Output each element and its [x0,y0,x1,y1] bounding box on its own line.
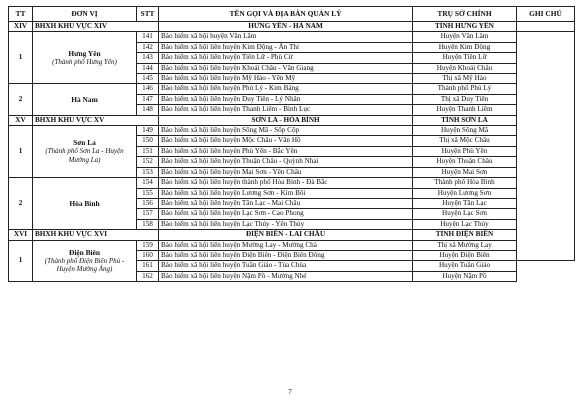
row-tru-so: Huyện Thanh Liêm [413,105,517,115]
row-stt: 144 [137,63,159,73]
row-stt: 147 [137,94,159,104]
row-ten: Bảo hiểm xã hội liên huyện Tiên Lữ - Phù Cừ [159,53,413,63]
row-stt: 146 [137,84,159,94]
row-ten: Bảo hiểm xã hội liên huyện Kim Động - Ân Thi [159,42,413,52]
section-tinh: TỈNH SƠN LA [413,115,517,125]
row-ten: Bảo hiểm xã hội liên huyện Nậm Pồ - Mường Nhé [159,271,413,281]
row-stt: 160 [137,250,159,260]
row-tru-so: Huyện Nậm Pồ [413,271,517,281]
row-stt: 156 [137,198,159,208]
row-ten: Bảo hiểm xã hội liên huyện Lạc Sơn - Cao Phong [159,209,413,219]
page-number: 7 [288,387,292,396]
unit-cell [33,240,137,282]
row-ten: Bảo hiểm xã hội liên huyện Duy Tiên - Lý Nhân [159,94,413,104]
row-stt: 150 [137,136,159,146]
row-ten: Bảo hiểm xã hội liên huyện Sông Mã - Sốp Cộp [159,126,413,136]
unit-name: Sơn La [73,138,96,148]
row-tru-so: Thị xã Mỹ Hào [413,74,517,84]
row-stt: 142 [137,42,159,52]
row-tru-so: Huyện Thuận Châu [413,157,517,167]
row-tru-so: Thị xã Duy Tiên [413,94,517,104]
section-dia-ban: SƠN LA - HÒA BÌNH [159,115,413,125]
section-row [9,22,575,32]
row-ten: Bảo hiểm xã hội huyện Văn Lâm [159,32,413,42]
row-stt: 158 [137,219,159,229]
row-stt: 155 [137,188,159,198]
unit-tt: 1 [9,126,33,178]
table-row [9,126,575,136]
row-ten: Bảo hiểm xã hội liên huyện Mai Sơn - Yên Châu [159,167,413,177]
row-tru-so: Thành phố Hòa Bình [413,178,517,188]
header-ten-goi: TÊN GỌI VÀ ĐỊA BÀN QUẢN LÝ [159,7,413,22]
section-tinh: TỈNH HƯNG YÊN [413,22,517,32]
row-tru-so: Huyện Kim Động [413,42,517,52]
row-ten: Bảo hiểm xã hội liên huyện Mộc Châu - Vân Hồ [159,136,413,146]
row-ten: Bảo hiểm xã hội liên huyện Mỹ Hào - Yên Mỹ [159,74,413,84]
section-tt: XVI [9,230,33,240]
section-dia-ban: HƯNG YÊN - HÀ NAM [159,22,413,32]
row-stt: 151 [137,146,159,156]
row-tru-so: Huyện Văn Lâm [413,32,517,42]
row-ten: Bảo hiểm xã hội liên huyện Thanh Liêm - Bình Lục [159,105,413,115]
section-tinh: TỈNH ĐIỆN BIÊN [413,230,517,240]
unit-tt: 2 [9,84,33,115]
row-tru-so: Huyện Mai Sơn [413,167,517,177]
ghi-chu-cell [517,32,575,261]
section-khu-vuc: BHXH KHU VỰC XVI [33,230,159,240]
row-ten: Bảo hiểm xã hội liên huyện Khoái Châu - Văn Giang [159,63,413,73]
row-stt: 159 [137,240,159,250]
row-stt: 143 [137,53,159,63]
section-khu-vuc: BHXH KHU VỰC XV [33,115,159,125]
section-row [9,230,575,240]
row-tru-so: Thị xã Mường Lay [413,240,517,250]
row-ten: Bảo hiểm xã hội liên huyện Tân Lạc - Mai Châu [159,198,413,208]
row-stt: 149 [137,126,159,136]
unit-name: Điện Biên [68,247,100,257]
header-don-vi: ĐƠN VỊ [33,7,137,22]
table-row [9,178,575,188]
row-stt: 145 [137,74,159,84]
table-row [9,240,575,250]
row-tru-so: Huyện Tuần Giáo [413,261,517,271]
unit-tt: 1 [9,240,33,282]
row-ten: Bảo hiểm xã hội liên huyện Phù Yên - Bắc Yên [159,146,413,156]
unit-sub: (Thành phố Sơn La - Huyện Mường La) [45,147,124,165]
unit-cell [33,126,137,178]
section-khu-vuc: BHXH KHU VỰC XIV [33,22,159,32]
row-stt: 162 [137,271,159,281]
unit-tt: 2 [9,178,33,230]
row-ten: Bảo hiểm xã hội liên huyện Phủ Lý - Kim Bảng [159,84,413,94]
unit-cell [33,32,137,84]
header-stt: STT [137,7,159,22]
row-stt: 161 [137,261,159,271]
row-ten: Bảo hiểm xã hội liên huyện Lạc Thủy - Yên Thủy [159,219,413,229]
row-ten: Bảo hiểm xã hội liên huyện Lương Sơn - Kim Bôi [159,188,413,198]
row-tru-so: Huyện Tân Lạc [413,198,517,208]
section-tt: XV [9,115,33,125]
document-page [8,6,574,282]
row-stt: 153 [137,167,159,177]
header-tru-so: TRỤ SỞ CHÍNH [413,7,517,22]
row-tru-so: Huyện Lạc Thủy [413,219,517,229]
row-ten: Bảo hiểm xã hội liên huyện Thuận Châu - Quỳnh Nhai [159,157,413,167]
row-stt: 154 [137,178,159,188]
unit-name: Hà Nam [71,95,98,105]
unit-cell [33,84,137,115]
row-ten: Bảo hiểm xã hội liên huyện Tuần Giáo - Tủa Chùa [159,261,413,271]
row-tru-so: Huyện Lạc Sơn [413,209,517,219]
section-dia-ban: ĐIỆN BIÊN - LAI CHÂU [159,230,413,240]
row-tru-so: Huyện Lương Sơn [413,188,517,198]
header-row [9,7,575,22]
unit-tt: 1 [9,32,33,84]
header-tt: TT [9,7,33,22]
row-ten: Bảo hiểm xã hội liên huyện Điện Biên - Điện Biên Đông [159,250,413,260]
row-tru-so: Huyện Tiên Lữ [413,53,517,63]
row-tru-so: Huyện Điện Biên [413,250,517,260]
row-stt: 141 [137,32,159,42]
row-tru-so: Huyện Phù Yên [413,146,517,156]
header-ghi-chu: GHI CHÚ [517,7,575,22]
row-stt: 152 [137,157,159,167]
table-row [9,32,575,42]
admin-units-table [8,6,575,282]
unit-sub: (Thành phố Điện Biên Phủ - Huyện Mường Ảng) [44,256,125,274]
section-tt: XIV [9,22,33,32]
table-row [9,84,575,94]
row-ten: Bảo hiểm xã hội liên huyện thành phố Hòa Bình - Đà Bắc [159,178,413,188]
row-stt: 148 [137,105,159,115]
section-row [9,115,575,125]
row-tru-so: Thành phố Phủ Lý [413,84,517,94]
unit-name: Hòa Bình [69,199,100,209]
row-ten: Bảo hiểm xã hội liên huyện Mường Lay - Mường Chà [159,240,413,250]
row-tru-so: Huyện Khoái Châu [413,63,517,73]
unit-name: Hưng Yên [68,49,101,59]
unit-sub: (Thành phố Hưng Yên) [52,58,117,67]
row-tru-so: Huyện Sông Mã [413,126,517,136]
row-stt: 157 [137,209,159,219]
unit-cell [33,178,137,230]
row-tru-so: Thị xã Mộc Châu [413,136,517,146]
